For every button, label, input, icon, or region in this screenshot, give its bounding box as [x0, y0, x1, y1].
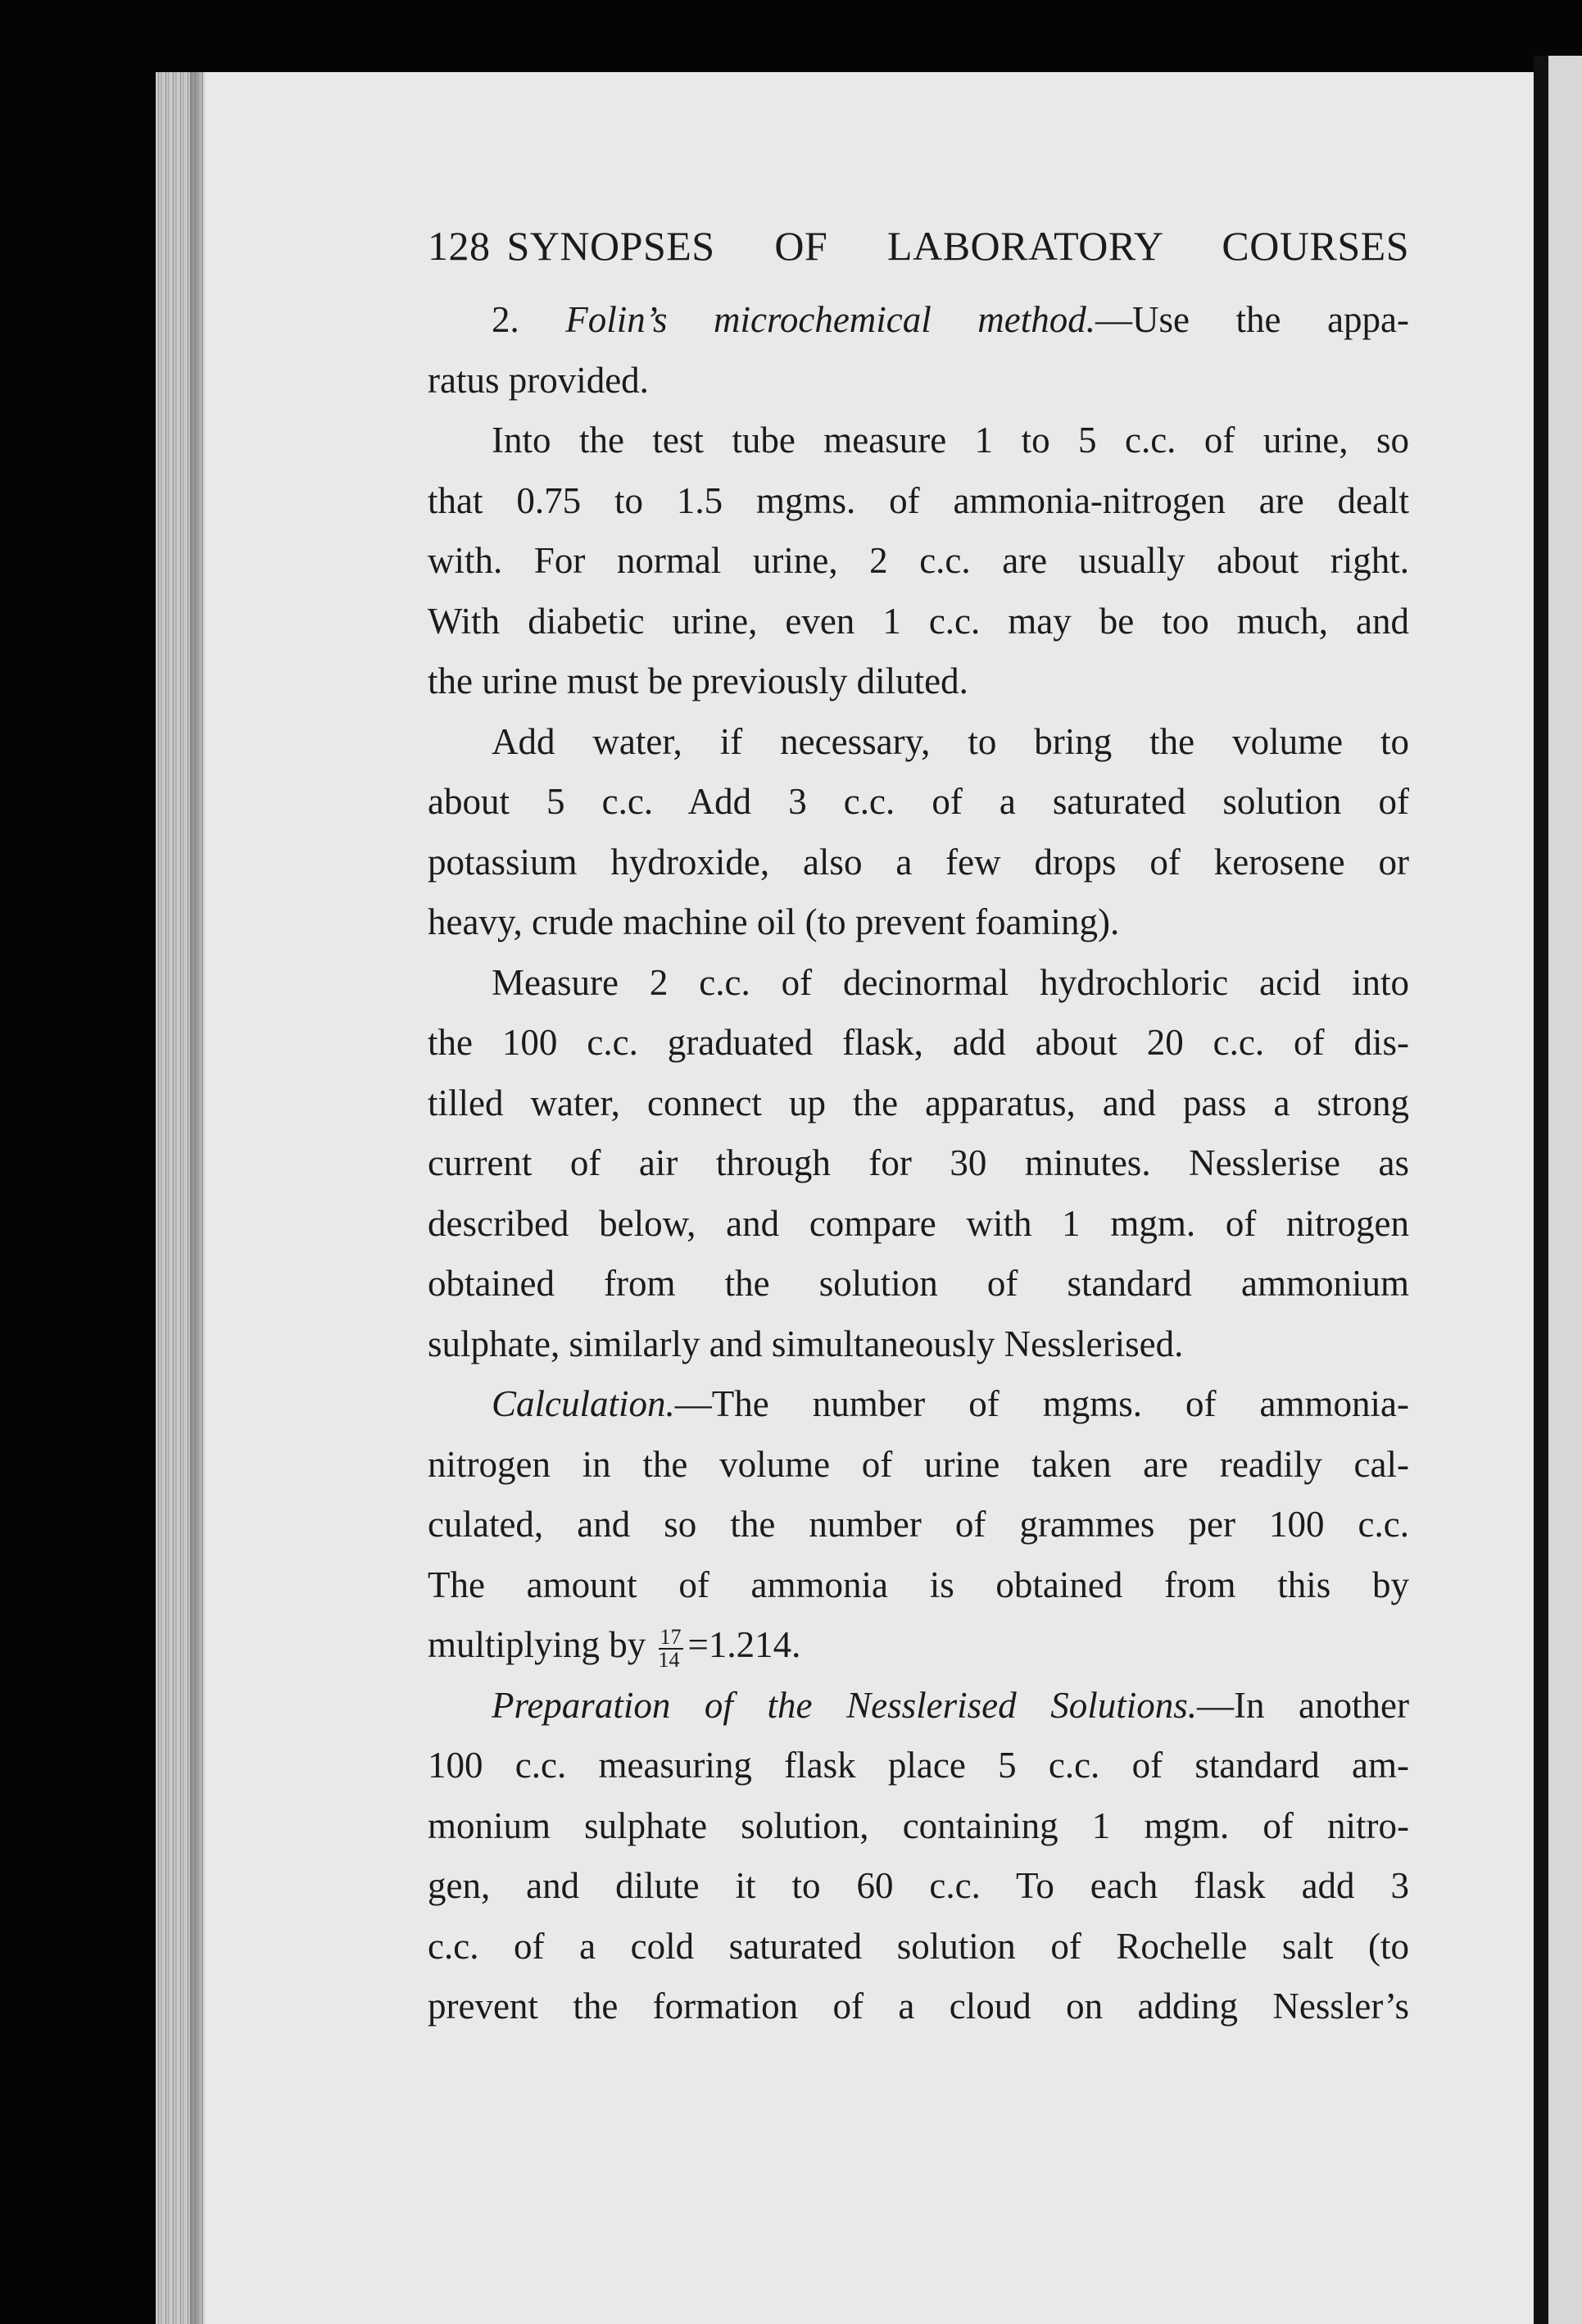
text-line: Calculation.—The number of mgms. of ammonia- [492, 1383, 1409, 1424]
running-head-title: SYNOPSES OF LABORATORY COURSES [506, 223, 1409, 269]
text-line: nitrogen in the volume of urine taken are readily cal- [428, 1443, 1409, 1485]
text-line: that 0.75 to 1.5 mgms. of ammonia-nitrogen are dealt [428, 479, 1409, 521]
fraction-numerator: 17 [660, 1624, 682, 1649]
paragraph-measure [428, 953, 1409, 1375]
text-line: potassium hydroxide, also a few drops of kerosene or [428, 841, 1409, 883]
text-line: Add water, if necessary, to bring the volume to [492, 720, 1409, 762]
paragraph-folin [428, 290, 1409, 411]
text-line: 100 c.c. measuring flask place 5 c.c. of standard am- [428, 1745, 1409, 1786]
text-line: obtained from the solution of standard ammonium [428, 1263, 1409, 1304]
text-line: c.c. of a cold saturated solution of Rochelle salt (to [428, 1925, 1409, 1967]
italic-heading: Calculation. [492, 1383, 675, 1424]
text-line: gen, and dilute it to 60 c.c. To each flask add 3 [428, 1865, 1409, 1906]
italic-heading: Preparation of the Nesslerised Solutions. [492, 1684, 1197, 1726]
text-line: sulphate, similarly and simultaneously Nesslerised. [428, 1323, 1184, 1364]
text-line: current of air through for 30 minutes. Nesslerise as [428, 1142, 1409, 1183]
text-line: Measure 2 c.c. of decinormal hydrochloric acid into [492, 961, 1409, 1003]
text-line: ratus provided. [428, 359, 649, 401]
text-line: 2. Folin’s microchemical method.—Use the appa- [492, 299, 1410, 340]
text-line: the 100 c.c. graduated flask, add about 20 c.c. of dis- [428, 1022, 1409, 1063]
text-line: Preparation of the Nesslerised Solutions.—In another [492, 1684, 1409, 1726]
text-line: With diabetic urine, even 1 c.c. may be too much, and [428, 600, 1409, 642]
running-head [428, 223, 1409, 269]
paragraph-calculation [428, 1374, 1409, 1676]
text-line: with. For normal urine, 2 c.c. are usually about right. [428, 540, 1409, 581]
right-margin-strip [1548, 56, 1582, 2324]
fraction [658, 1624, 683, 1672]
italic-heading: Folin’s microchemical method. [565, 299, 1096, 340]
page-text [428, 223, 1409, 2037]
text-line: culated, and so the number of grammes per 100 c.c. [428, 1504, 1409, 1545]
text-line: Into the test tube measure 1 to 5 c.c. of urine, so [492, 420, 1409, 461]
text-line: The amount of ammonia is obtained from this by [428, 1564, 1409, 1605]
text-line: multiplying by $\frac{17}{14}$ =1.214. [428, 1624, 801, 1672]
fraction-denominator: 14 [658, 1647, 680, 1672]
paragraph-test-tube [428, 411, 1409, 712]
paragraph-preparation [428, 1676, 1409, 2037]
right-page-edge [1534, 56, 1548, 2324]
text-line: tilled water, connect up the apparatus, and pass a strong [428, 1082, 1409, 1123]
text-line: monium sulphate solution, containing 1 mgm. of nitro- [428, 1804, 1409, 1846]
page-number: 128 [428, 223, 491, 269]
gutter-shadow [190, 72, 206, 2324]
text-line: prevent the formation of a cloud on adding Nessler’s [428, 1986, 1409, 2027]
paragraph-add-water [428, 712, 1409, 953]
text-line: heavy, crude machine oil (to prevent foaming). [428, 901, 1120, 942]
text-line: the urine must be previously diluted. [428, 660, 968, 701]
text-line: described below, and compare with 1 mgm. of nitrogen [428, 1202, 1409, 1244]
section-number: 2. [492, 299, 566, 340]
text-line: about 5 c.c. Add 3 c.c. of a saturated solution of [428, 781, 1409, 822]
